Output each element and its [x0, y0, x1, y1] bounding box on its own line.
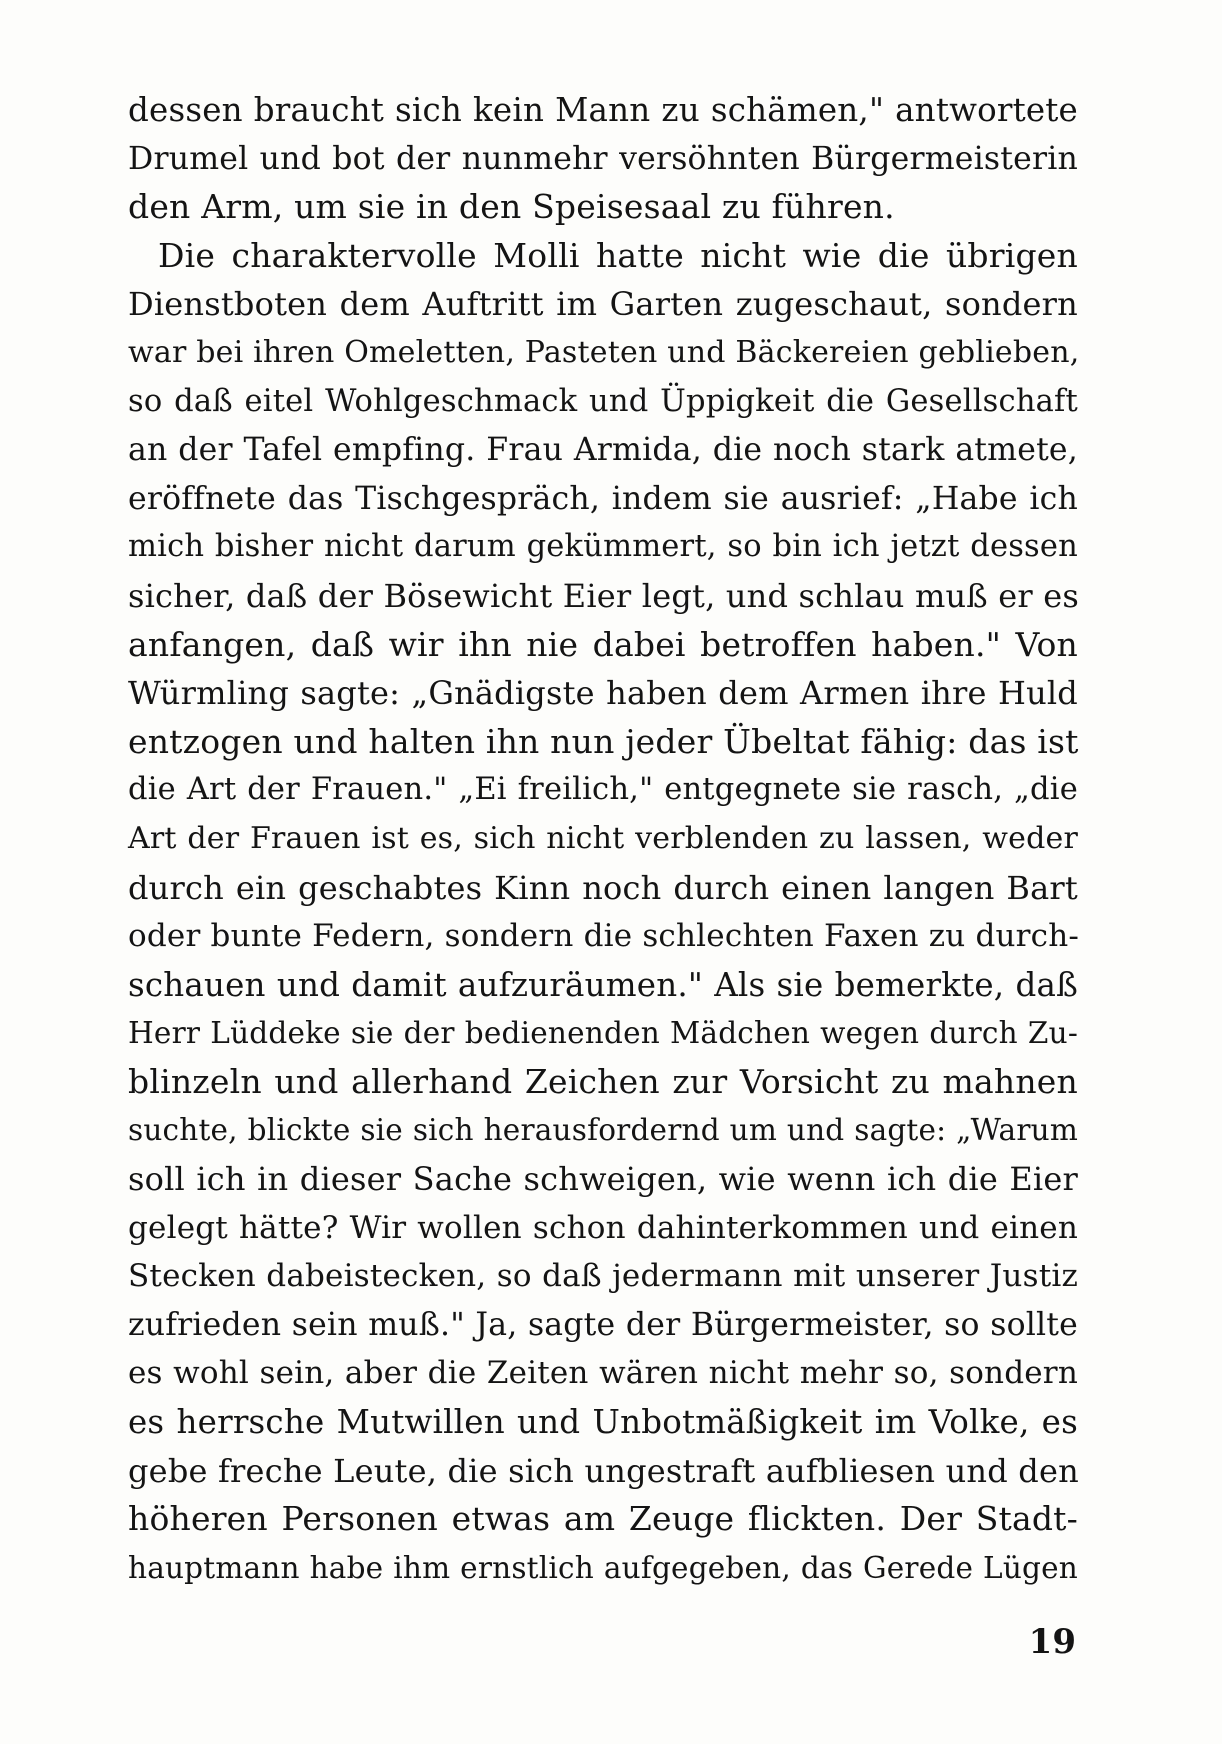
text-line: es wohl sein, aber die Zeiten wären nicht mehr so, sondern: [128, 1355, 1078, 1392]
text-line: die Art der Frauen." „Ei freilich," entgegnete sie rasch, „die: [128, 772, 1078, 808]
text-line: soll ich in dieser Sache schweigen, wie wenn ich die Eier: [128, 1160, 1078, 1199]
text-line: hauptmann habe ihm ernstlich aufgegeben, das Gerede Lügen: [128, 1550, 1078, 1585]
text-line: Herr Lüddeke sie der bedienenden Mädchen wegen durch Zu-: [128, 1016, 1078, 1051]
text-line: eröffnete das Tischgespräch, indem sie ausrief: „Habe ich: [128, 480, 1078, 517]
text-line: durch ein geschabtes Kinn noch durch einen langen Bart: [128, 868, 1078, 907]
paragraph-start-line: Die charaktervolle Molli hatte nicht wie die übrigen: [158, 235, 1078, 275]
text-line: sicher, daß der Bösewicht Eier legt, und schlau muß er es: [128, 576, 1080, 615]
text-line: Stecken dabeistecken, so daß jedermann mit unserer Justiz: [128, 1258, 1078, 1295]
text-line: suchte, blickte sie sich herausfordernd um und sagte: „Warum: [128, 1113, 1078, 1148]
text-line: oder bunte Federn, sondern die schlechten Faxen zu durch-: [128, 918, 1080, 955]
text-line: Drumel und bot der nunmehr versöhnten Bürgermeisterin: [128, 140, 1078, 177]
text-line: anfangen, daß wir ihn nie dabei betroffen haben." Von: [128, 624, 1078, 664]
text-line: war bei ihren Omeletten, Pasteten und Bäckereien geblieben,: [128, 334, 1080, 370]
text-line: an der Tafel empfing. Frau Armida, die noch stark atmete,: [128, 432, 1078, 469]
text-line: schauen und damit aufzuräumen." Als sie bemerkte, daß: [128, 965, 1078, 1004]
text-line: gebe freche Leute, die sich ungestraft aufbliesen und den: [128, 1451, 1079, 1490]
text-line: gelegt hätte? Wir wollen schon dahinterkommen und einen: [128, 1209, 1078, 1246]
text-line: zufrieden sein muß." Ja, sagte der Bürgermeister, so sollte: [128, 1306, 1078, 1343]
text-line: Art der Frauen ist es, sich nicht verblenden zu lassen, weder: [128, 820, 1078, 856]
text-line: höheren Personen etwas am Zeuge flickten. Der Stadt-: [128, 1499, 1078, 1539]
page-number: 19: [1028, 1622, 1076, 1662]
text-line: es herrsche Mutwillen und Unbotmäßigkeit im Volke, es: [128, 1403, 1078, 1442]
body-text: [128, 86, 1078, 1592]
text-line: blinzeln und allerhand Zeichen zur Vorsicht zu mahnen: [128, 1061, 1078, 1101]
text-line: Dienstboten dem Auftritt im Garten zugeschaut, sondern: [128, 285, 1078, 324]
text-line: Würmling sagte: „Gnädigste haben dem Armen ihre Huld: [128, 674, 1078, 713]
text-line: mich bisher nicht darum gekümmert, so bin ich jetzt dessen: [128, 529, 1078, 565]
text-line: den Arm, um sie in den Speisesaal zu führen.: [128, 187, 895, 227]
text-line: dessen braucht sich kein Mann zu schämen," antwortete: [128, 91, 1078, 129]
text-line: so daß eitel Wohlgeschmack und Üppigkeit die Gesellschaft: [128, 383, 1078, 419]
text-line: entzogen und halten ihn nun jeder Übeltat fähig: das ist: [128, 721, 1079, 761]
